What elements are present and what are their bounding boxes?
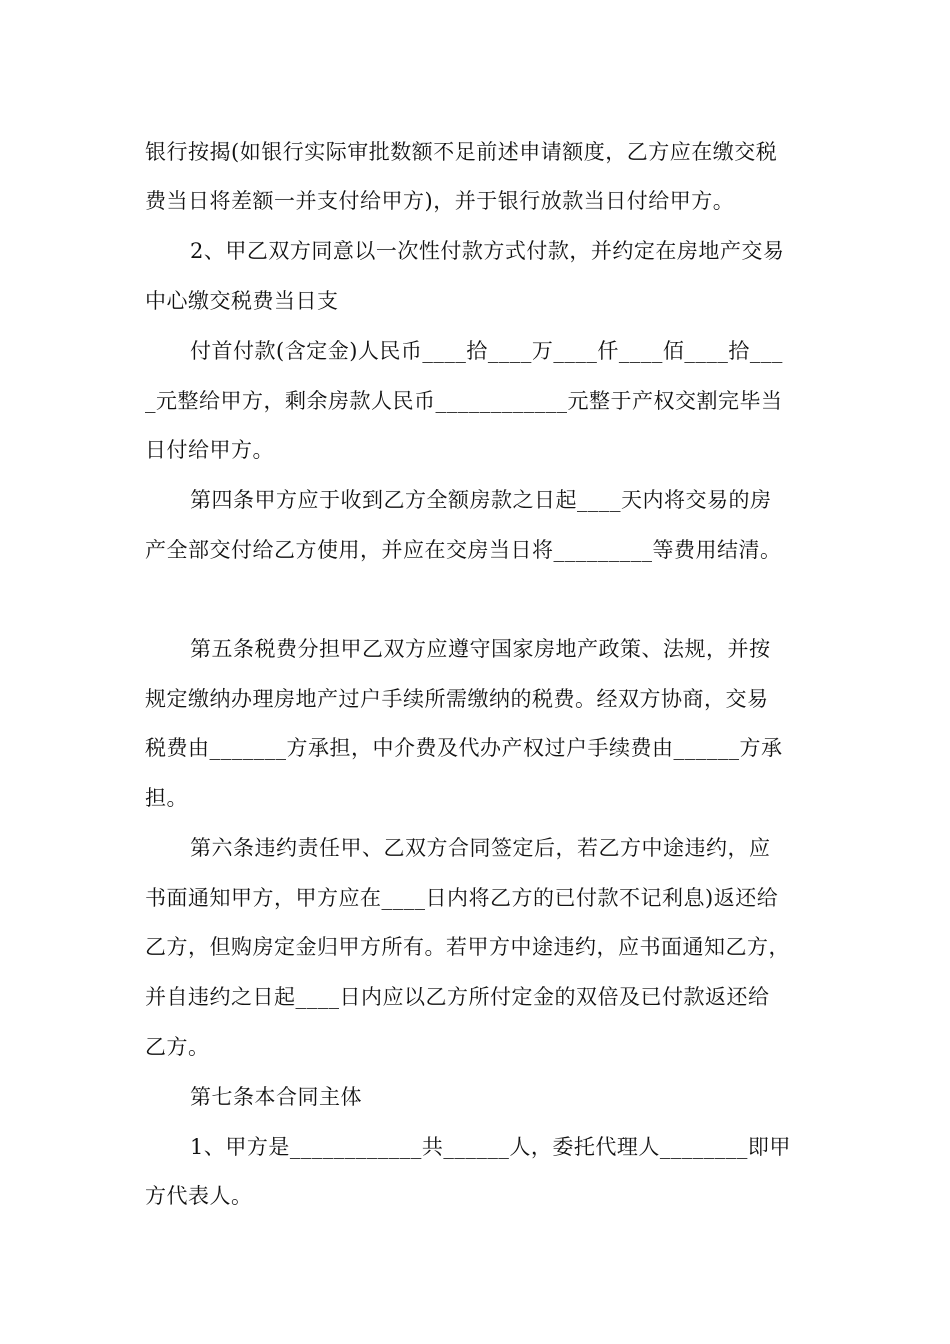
- text-line: 产全部交付给乙方使用，并应在交房当日将_________等费用结清。: [145, 538, 782, 562]
- paragraph-start: 第六条违约责任甲、乙双方合同签定后，若乙方中途违约，应: [190, 836, 771, 860]
- text-line: 银行按揭(如银行实际审批数额不足前述申请额度，乙方应在缴交税: [145, 140, 778, 164]
- paragraph-start: 第四条甲方应于收到乙方全额房款之日起____天内将交易的房: [190, 488, 772, 512]
- paragraph-start: 2、甲乙双方同意以一次性付款方式付款，并约定在房地产交易: [190, 239, 785, 263]
- text-line: 乙方。: [145, 1035, 210, 1059]
- text-line: 担。: [145, 786, 188, 810]
- text-line: 乙方，但购房定金归甲方所有。若甲方中途违约，应书面通知乙方，: [145, 935, 790, 959]
- text-line: 方代表人。: [145, 1184, 253, 1208]
- paragraph-start: 付首付款(含定金)人民币____拾____万____仟____佰____拾___: [190, 339, 783, 363]
- text-line: 日付给甲方。: [145, 438, 274, 462]
- text-line: 费当日将差额一并支付给甲方)，并于银行放款当日付给甲方。: [145, 189, 735, 213]
- text-line: 并自违约之日起____日内应以乙方所付定金的双倍及已付款返还给: [145, 985, 770, 1009]
- text-line: 书面通知甲方，甲方应在____日内将乙方的已付款不记利息)返还给: [145, 886, 779, 910]
- paragraph-start: 1、甲方是____________共______人，委托代理人________即甲: [190, 1135, 791, 1159]
- text-line: 中心缴交税费当日支: [145, 289, 339, 313]
- text-line: 税费由_______方承担，中介费及代办产权过户手续费由______方承: [145, 736, 783, 760]
- paragraph-start: 第五条税费分担甲乙双方应遵守国家房地产政策、法规，并按: [190, 637, 771, 661]
- section-heading: 第七条本合同主体: [190, 1085, 362, 1109]
- text-line: 规定缴纳办理房地产过户手续所需缴纳的税费。经双方协商，交易: [145, 687, 769, 711]
- text-line: _元整给甲方，剩余房款人民币____________元整于产权交割完毕当: [145, 389, 783, 413]
